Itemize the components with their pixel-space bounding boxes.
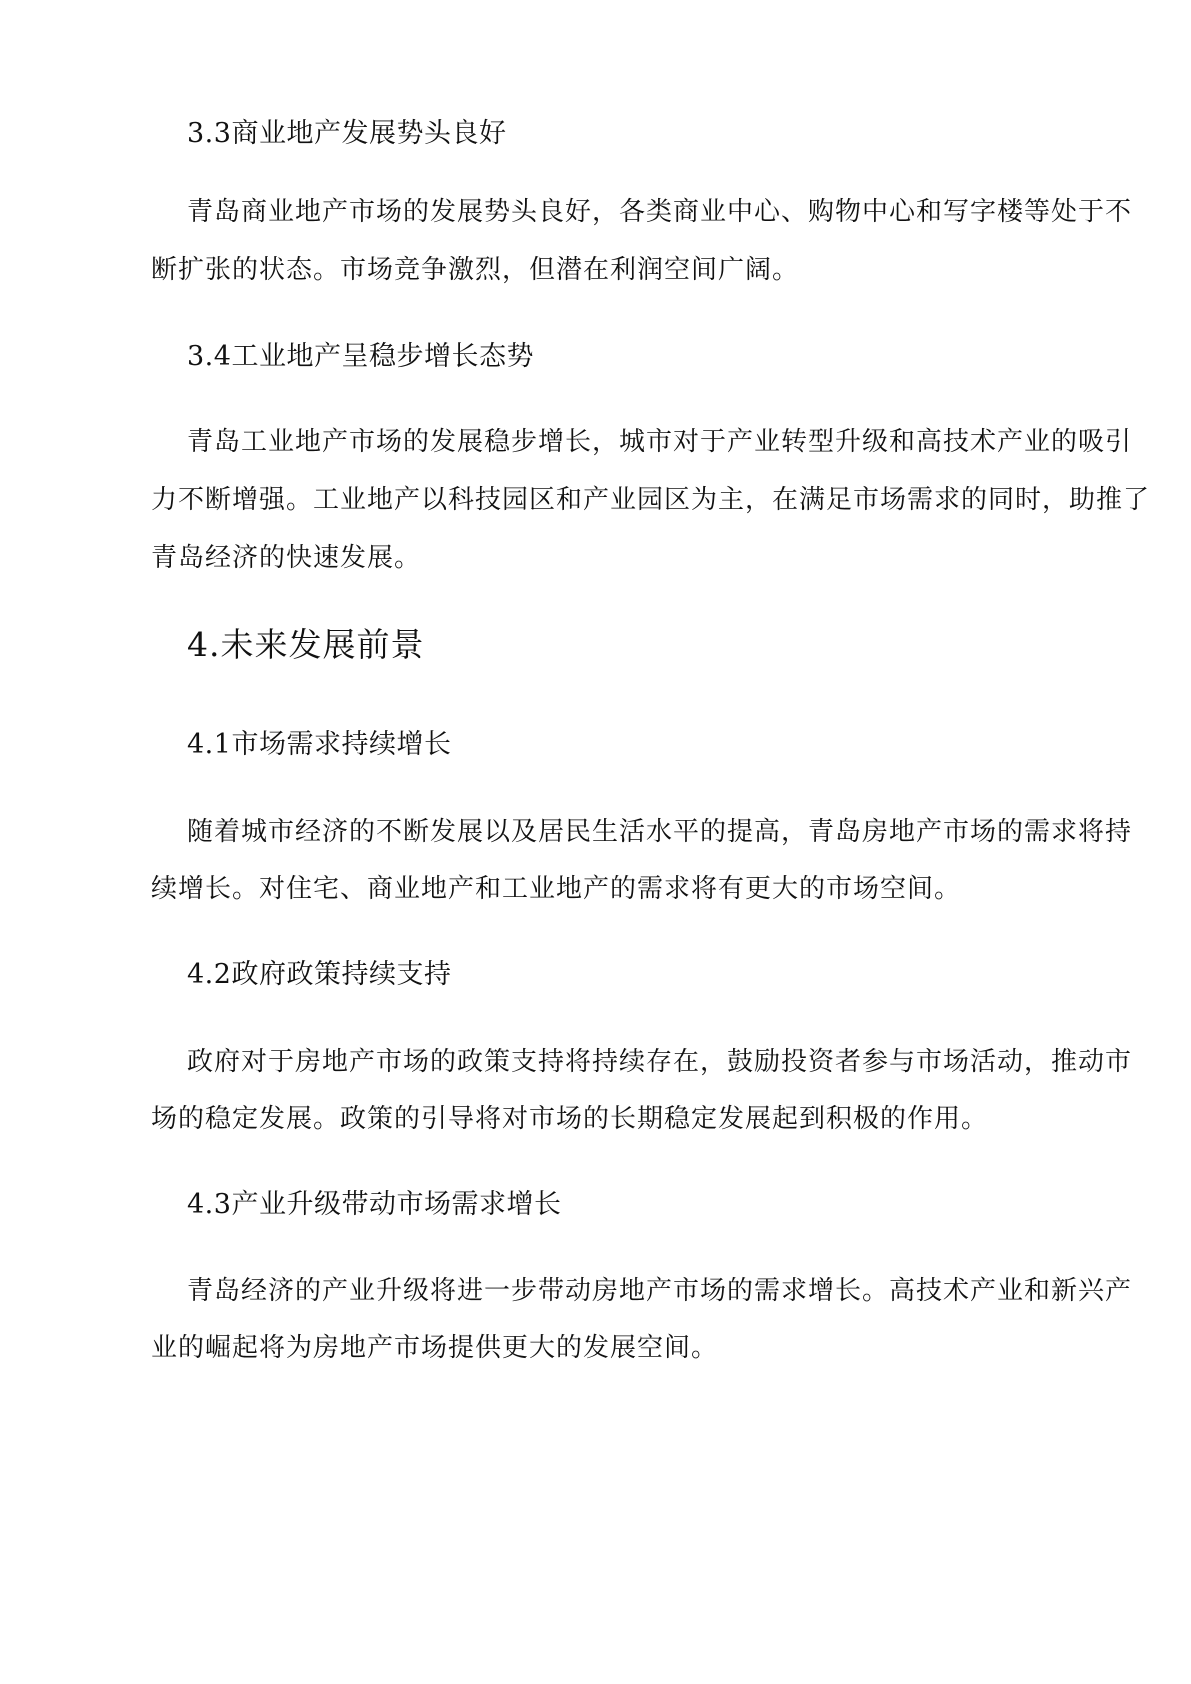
paragraph-line: 政府对于房地产市场的政策支持将持续存在，鼓励投资者参与市场活动，推动市 [187,1047,1133,1077]
paragraph-line: 场的稳定发展。政策的引导将对市场的长期稳定发展起到积极的作用。 [151,1104,989,1134]
section-heading-3-3: 3.3商业地产发展势头良好 [187,118,507,149]
paragraph-line: 青岛工业地产市场的发展稳步增长，城市对于产业转型升级和高技术产业的吸引 [187,427,1133,457]
paragraph-line: 力不断增强。工业地产以科技园区和产业园区为主，在满足市场需求的同时，助推了 [151,485,1151,515]
section-heading-4-1: 4.1市场需求持续增长 [187,729,452,760]
paragraph-line: 青岛经济的快速发展。 [151,543,422,573]
chapter-heading-4: 4.未来发展前景 [187,625,425,664]
section-heading-3-4: 3.4工业地产呈稳步增长态势 [187,341,534,372]
paragraph-line: 青岛经济的产业升级将进一步带动房地产市场的需求增长。高技术产业和新兴产 [187,1276,1133,1306]
section-heading-4-3: 4.3产业升级带动市场需求增长 [187,1189,562,1220]
paragraph-line: 随着城市经济的不断发展以及居民生活水平的提高，青岛房地产市场的需求将持 [187,817,1133,847]
section-heading-4-2: 4.2政府政策持续支持 [187,959,452,990]
paragraph-line: 青岛商业地产市场的发展势头良好，各类商业中心、购物中心和写字楼等处于不 [187,197,1133,227]
paragraph-line: 断扩张的状态。市场竞争激烈，但潜在利润空间广阔。 [151,255,800,285]
paragraph-line: 业的崛起将为房地产市场提供更大的发展空间。 [151,1333,719,1363]
paragraph-line: 续增长。对住宅、商业地产和工业地产的需求将有更大的市场空间。 [151,874,962,904]
